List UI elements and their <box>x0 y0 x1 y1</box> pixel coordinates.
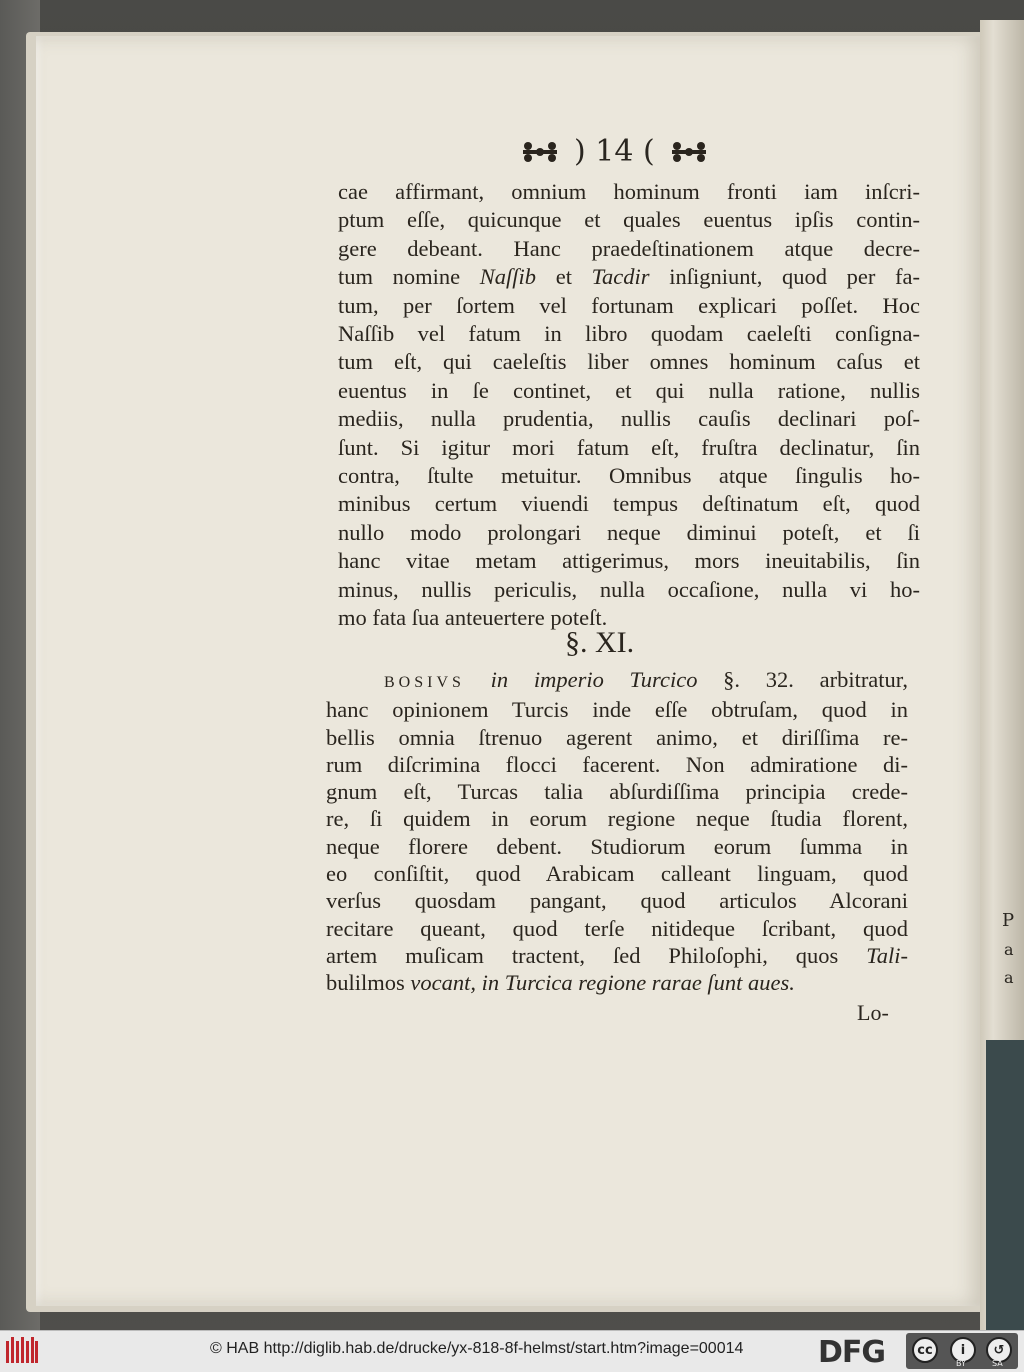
dfg-logo[interactable]: DFG <box>818 1335 886 1370</box>
text-line <box>338 547 920 575</box>
paragraph-2 <box>326 666 908 997</box>
text-span: artem muſicam tractent, ſed Philoſophi, quos <box>326 942 867 968</box>
license-by-label: BY <box>956 1359 966 1368</box>
text-line <box>326 778 908 805</box>
text-span: tum eſt, qui caeleſtis liber omnes hominum caſus et <box>338 349 920 375</box>
text-line <box>326 696 908 723</box>
page-number: ) 14 ( <box>574 133 655 169</box>
text-line <box>338 320 920 348</box>
italic-phrase: Naſſib <box>479 264 537 290</box>
text-line <box>326 969 908 996</box>
text-line <box>338 519 920 547</box>
text-span: minibus certum viuendi tempus deſtinatum eſt, quod <box>338 491 920 517</box>
creative-commons-icon[interactable] <box>906 1333 1018 1369</box>
text-span: mo fata ſua anteuertere poteſt. <box>338 605 608 631</box>
text-span: gere debeant. Hanc praedeſtinationem atque decre- <box>338 235 920 261</box>
text-span: eo conſiſtit, quod Arabicam calleant linguam, quod <box>326 861 908 887</box>
spine-fragment: a <box>1004 968 1014 987</box>
text-line <box>326 833 908 860</box>
text-line <box>338 348 920 376</box>
section-heading: §. XI. <box>565 626 635 659</box>
text-span: et <box>536 264 592 290</box>
paragraph-1 <box>338 178 920 633</box>
book-cover-edge <box>986 1040 1024 1330</box>
text-span: tum, per ſortem vel fortunam explicari poſſet. Hoc <box>338 292 920 318</box>
text-span: tum nomine <box>338 264 480 290</box>
text-line <box>326 860 908 887</box>
text-line <box>338 434 920 462</box>
text-span: recitare queant, quod terſe nitideque ſcribant, quod <box>326 915 908 941</box>
italic-phrase: in imperio Turcico <box>490 667 698 692</box>
text-span: re, ſi quidem in eorum regione neque ſtudia florent, <box>326 806 908 832</box>
fleuron-ornament-icon <box>669 138 709 164</box>
text-line <box>338 263 920 291</box>
italic-phrase: vocant, in Turcica regione rarae ſunt aues. <box>404 970 795 996</box>
hab-library-bars-icon[interactable] <box>6 1337 38 1363</box>
text-span: hanc vitae metam attigerimus, mors ineuitabilis, ſin <box>338 548 920 574</box>
license-sa-label: SA <box>992 1359 1003 1368</box>
cc-icon: cc <box>912 1337 938 1363</box>
text-span: neque florere debent. Studiorum eorum ſumma in <box>326 833 908 859</box>
text-span: inſigniunt, quod per fa- <box>649 264 920 290</box>
text-span: hanc opinionem Turcis inde eſſe obtruſam, quod in <box>326 697 908 723</box>
text-line <box>338 206 920 234</box>
text-span: verſus quosdam pangant, quod articulos Alcorani <box>326 888 908 914</box>
spine-fragment: a <box>1004 940 1014 959</box>
text-span: bellis omnia ſtrenuo agerent animo, et diriſſima re- <box>326 724 908 750</box>
text-span: euentus in ſe continet, et qui nulla ratione, nullis <box>338 377 920 403</box>
text-line <box>338 576 920 604</box>
text-span: ſunt. Si igitur mori fatum eſt, fruſtra declinatur, ſin <box>338 434 920 460</box>
page-header <box>520 131 760 171</box>
text-line <box>338 462 920 490</box>
text-span: nullo modo prolongari neque diminui poteſt, et ſi <box>338 519 920 545</box>
by-icon: i <box>950 1337 976 1363</box>
text-span: minus, nullis periculis, nulla occaſione, nulla vi ho- <box>338 576 920 602</box>
text-span: mediis, nulla prudentia, nullis cauſis declinari poſ- <box>338 406 920 432</box>
text-line <box>326 724 908 751</box>
catchword: Lo- <box>857 1000 889 1025</box>
text-line <box>326 915 908 942</box>
text-line <box>326 942 908 969</box>
text-span: Naſſib vel fatum in libro quodam caeleſti conſigna- <box>338 321 920 347</box>
text-line <box>338 235 920 263</box>
text-span: cae affirmant, omnium hominum fronti iam inſcri- <box>338 179 920 204</box>
text-line <box>326 666 908 696</box>
text-line <box>338 292 920 320</box>
copyright-link[interactable]: © HAB http://diglib.hab.de/drucke/yx-818-8f-helmst/start.htm?image=00014 <box>210 1340 744 1357</box>
text-line <box>326 887 908 914</box>
italic-phrase: Tali- <box>866 942 908 968</box>
italic-phrase: Tacdir <box>591 264 650 290</box>
text-span: gnum eſt, Turcas talia abſurdiſſima principia crede- <box>326 779 908 805</box>
text-span: ptum eſſe, quicunque et quales euentus ipſis contin- <box>338 207 920 233</box>
author-name: BOSIVS <box>384 674 465 691</box>
text-span: contra, ſtulte metuitur. Omnibus atque ſingulis ho- <box>338 463 920 489</box>
fleuron-ornament-icon <box>520 138 560 164</box>
text-line <box>338 377 920 405</box>
text-line <box>338 405 920 433</box>
text-span: bulilmos <box>326 970 405 996</box>
text-span: rum diſcrimina flocci facerent. Non admiratione di- <box>326 751 908 777</box>
sa-icon: ↺ <box>986 1337 1012 1363</box>
text-line <box>326 805 908 832</box>
spine-fragment: P <box>1002 910 1015 931</box>
text-line <box>338 490 920 518</box>
text-line <box>326 751 908 778</box>
text-line <box>338 178 920 206</box>
text-span: §. 32. arbitratur, <box>723 667 909 692</box>
